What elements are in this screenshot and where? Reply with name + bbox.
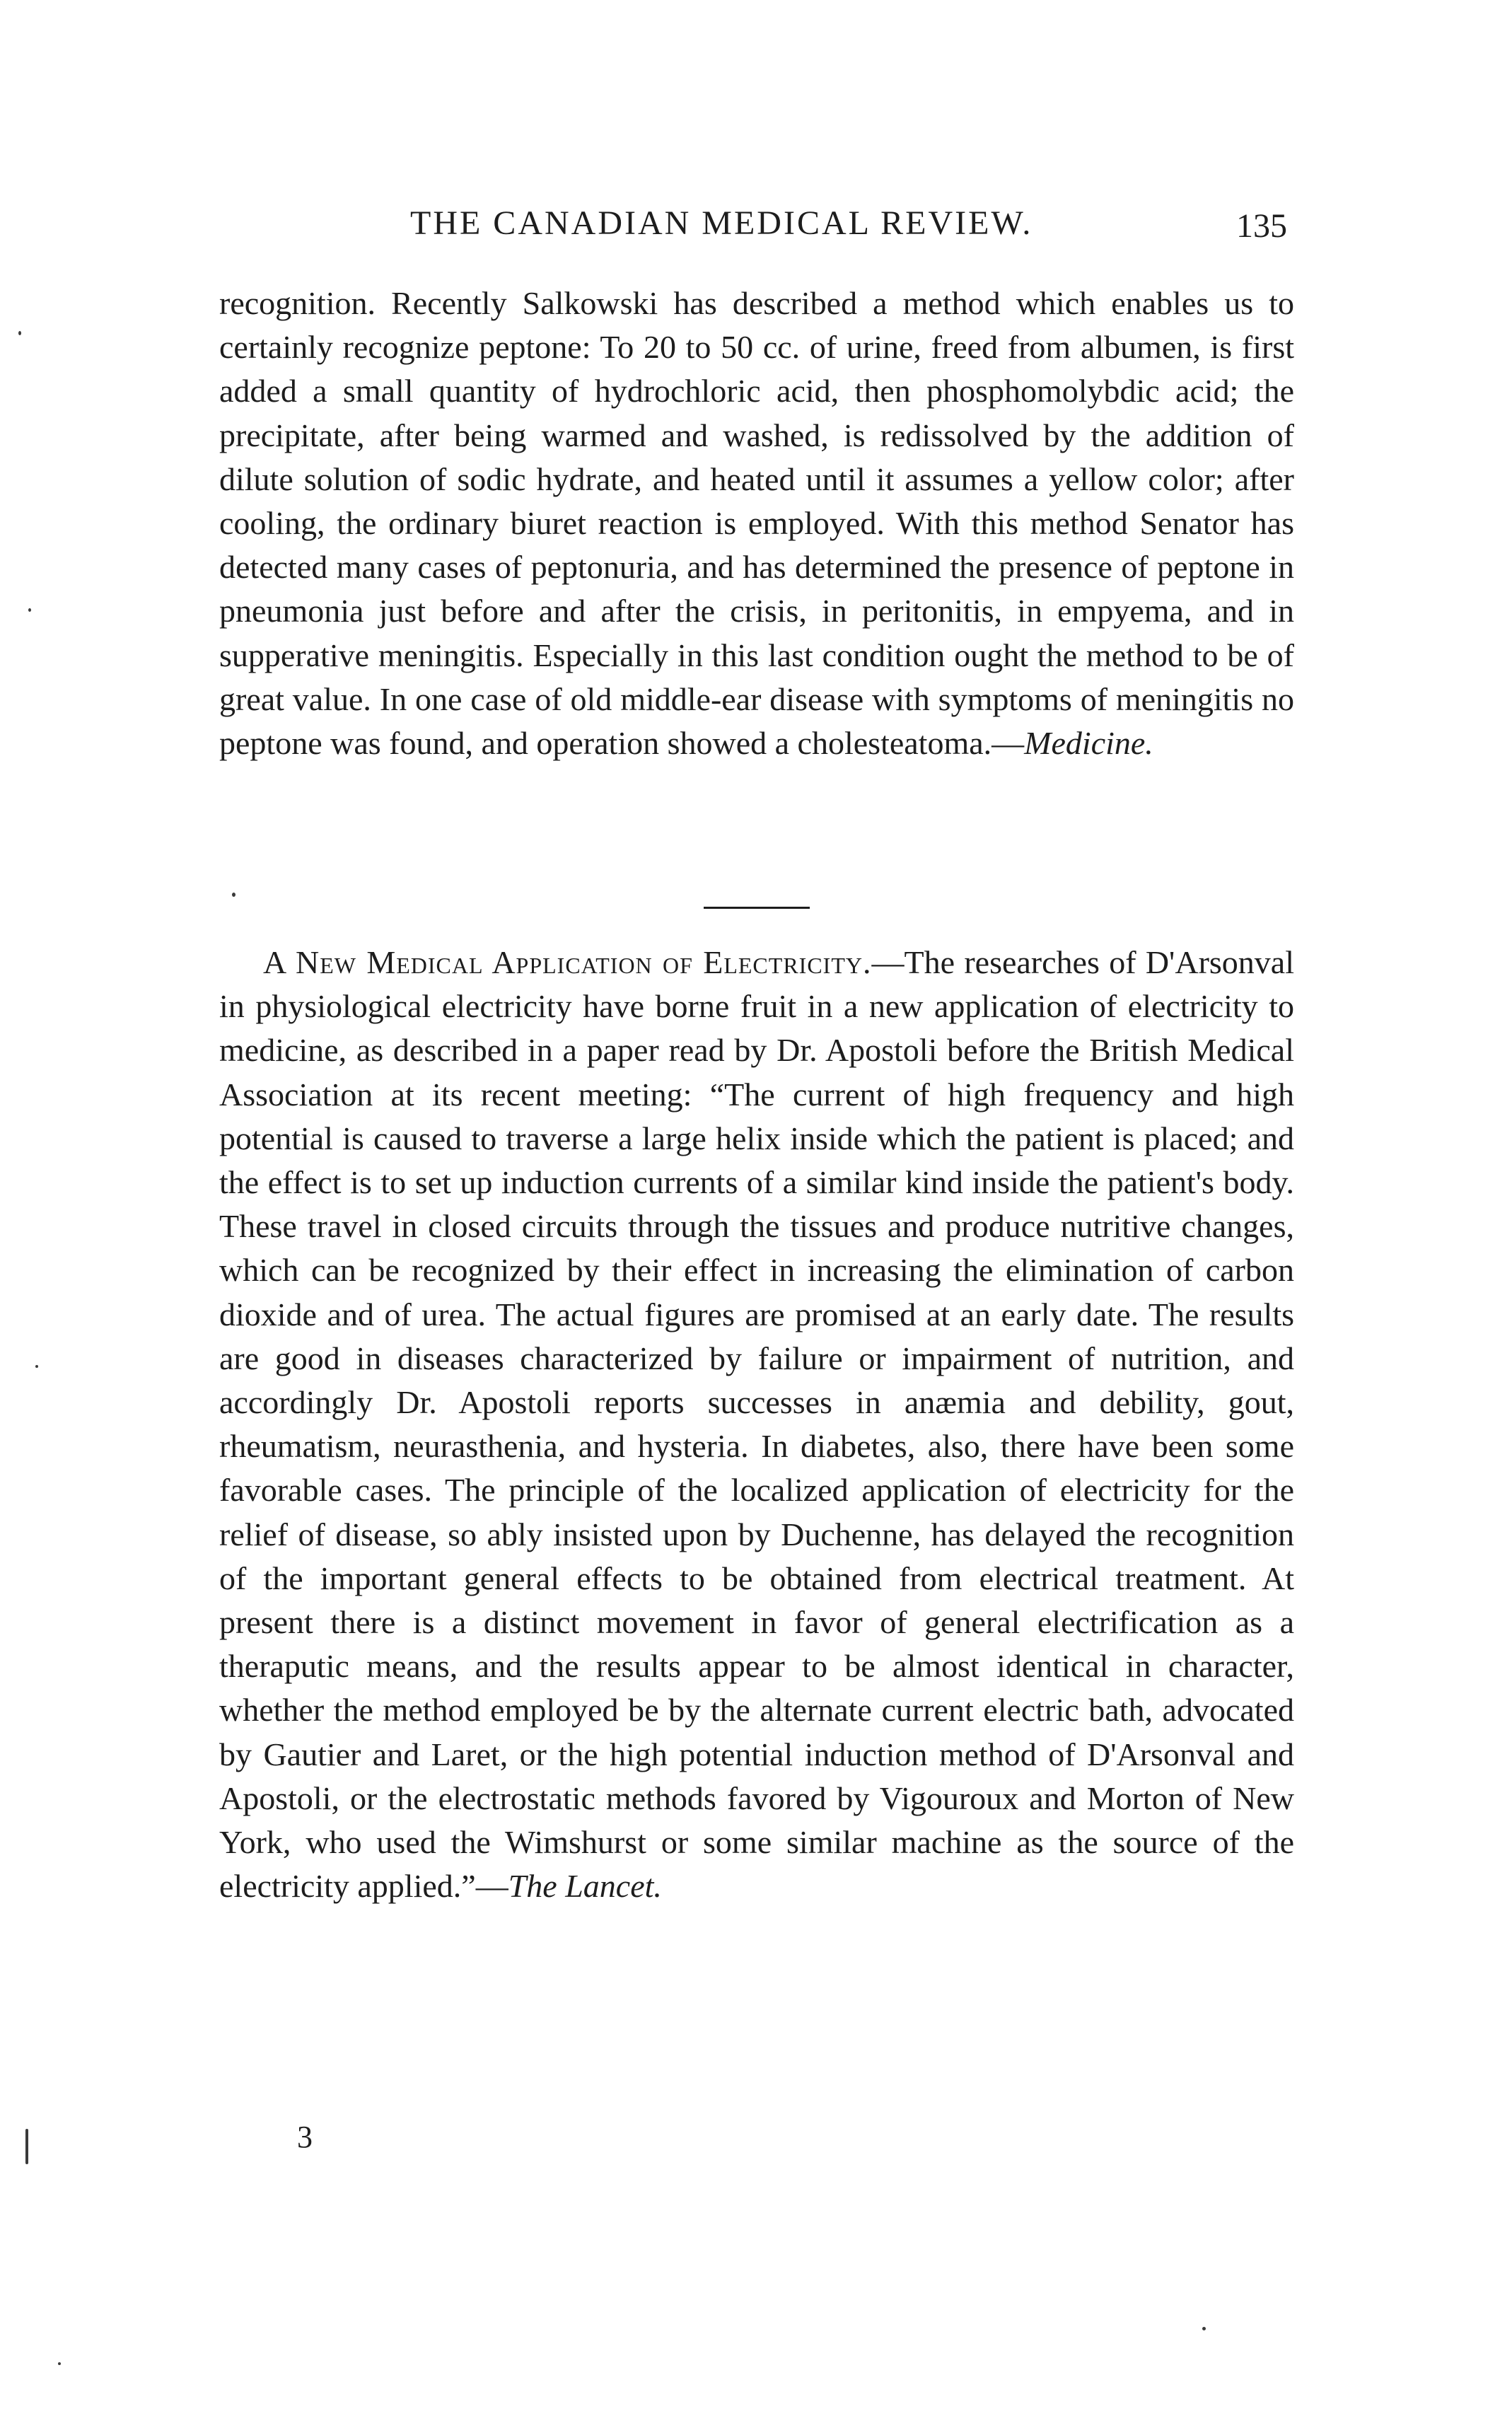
scan-speck — [28, 608, 31, 612]
article-electricity-heading: A New Medical Application of Electricity. — [263, 944, 872, 980]
signature-mark: 3 — [297, 2120, 313, 2154]
article-peptone — [219, 281, 1294, 765]
article-peptone-source: Medicine. — [1024, 725, 1153, 762]
article-electricity-paragraph: A New Medical Application of Electricity.—The researches of D'Arsonval in physiological electricity have borne fruit in a new application of electricity to medicine, as described in a paper read by Dr. Apostoli before the British Medical Association at its recent meeting: “The current of high frequency and high potential is caused to traverse a large helix inside which the patient is placed; and the effect is to set up induction currents of a similar kind inside the patient's body. These travel in closed circuits through the tissues and produce nutritive changes, which can be recognized by their effect in increasing the elimination of carbon dioxide and of urea. The actual figures are promised at an early date. The results are good in diseases characterized by failure or impairment of nutrition, and accordingly Dr. Apostoli reports successes in anæmia and debility, gout, rheumatism, neurasthenia, and hysteria. In diabetes, also, there have been some favorable cases. The principle of the localized application of electricity for the relief of disease, so ably insisted upon by Duchenne, has delayed the recognition of the important general effects to be obtained from electrical treatment. At present there is a distinct movement in favor of general electrification as a theraputic means, and the results appear to be almost identical in character, whether the method employed be by the alternate current electric bath, advocated by Gautier and Laret, or the high potential induction method of D'Arsonval and Apostoli, or the electrostatic methods favored by Vigouroux and Morton of New York, who used the Wimshurst or some similar machine as the source of the electricity applied.”—The Lancet. — [219, 944, 1294, 1905]
scan-speck — [232, 893, 235, 897]
article-electricity-body: The researches of D'Arsonval in physiological electricity have borne fruit in a new application of electricity to medicine, as described in a paper read by Dr. Apostoli before the British Medical Association at its recent meeting: “The current of high frequency and high potential is caused to traverse a large helix inside which the patient is placed; and the effect is to set up induction currents of a similar kind inside the patient's body. These travel in closed circuits through the tissues and produce nutritive changes, which can be recognized by their effect in increasing the elimination of carbon dioxide and of urea. The actual figures are promised at an early date. The results are good in diseases characterized by failure or impairment of nutrition, and accordingly Dr. Apostoli reports successes in anæmia and debility, gout, rheumatism, neurasthenia, and hysteria. In diabetes, also, there have been some favorable cases. The principle of the localized application of electricity for the relief of disease, so ably insisted upon by Duchenne, has delayed the recognition of the important general effects to be obtained from electrical treatment. At present there is a distinct movement in favor of general electrification as a theraputic means, and the results appear to be almost identical in character, whether the method employed be by the alternate current electric bath, advocated by Gautier and Laret, or the high potential induction method of D'Arsonval and Apostoli, or the electrostatic methods favored by Vigouroux and Morton of New York, who used the Wimshurst or some similar machine as the source of the electricity applied.”— — [219, 944, 1294, 1905]
scan-speck — [1202, 2327, 1206, 2330]
running-head-title: THE CANADIAN MEDICAL REVIEW. — [410, 204, 1033, 242]
article-peptone-body: recognition. Recently Salkowski has described a method which enables us to certainly recognize peptone: To 20 to 50 cc. of urine, freed from albumen, is first added a small quantity of hydrochloric acid, then phosphomolybdic acid; the precipitate, after being warmed and washed, is redissolved by the addition of dilute solution of sodic hydrate, and heated until it assumes a yellow color; after cooling, the ordinary biuret reaction is employed. With this method Senator has detected many cases of peptonuria, and has determined the presence of peptone in pneumonia just before and after the crisis, in peritonitis, in empyema, and in supperative meningitis. Especially in this last condition ought the method to be of great value. In one case of old middle-ear disease with symptoms of meningitis no peptone was found, and operation showed a cholesteatoma. — [219, 285, 1294, 762]
article-peptone-paragraph: recognition. Recently Salkowski has described a method which enables us to certainly recognize peptone: To 20 to 50 cc. of urine, freed from albumen, is first added a small quantity of hydrochloric acid, then phosphomolybdic acid; the precipitate, after being warmed and washed, is redissolved by the addition of dilute solution of sodic hydrate, and heated until it assumes a yellow color; after cooling, the ordinary biuret reaction is employed. With this method Senator has detected many cases of peptonuria, and has determined the presence of peptone in pneumonia just before and after the crisis, in peritonitis, in empyema, and in supperative meningitis. Especially in this last condition ought the method to be of great value. In one case of old middle-ear disease with symptoms of meningitis no peptone was found, and operation showed a cholesteatoma.—Medicine. — [219, 285, 1294, 762]
page-number: 135 — [1236, 207, 1287, 245]
article-electricity — [219, 941, 1294, 1908]
scan-speck — [58, 2362, 61, 2365]
section-divider — [704, 907, 810, 909]
scan-speck — [35, 1365, 38, 1368]
article-electricity-source: The Lancet. — [508, 1868, 662, 1905]
scan-speck — [25, 2129, 28, 2164]
scan-speck — [18, 331, 21, 335]
